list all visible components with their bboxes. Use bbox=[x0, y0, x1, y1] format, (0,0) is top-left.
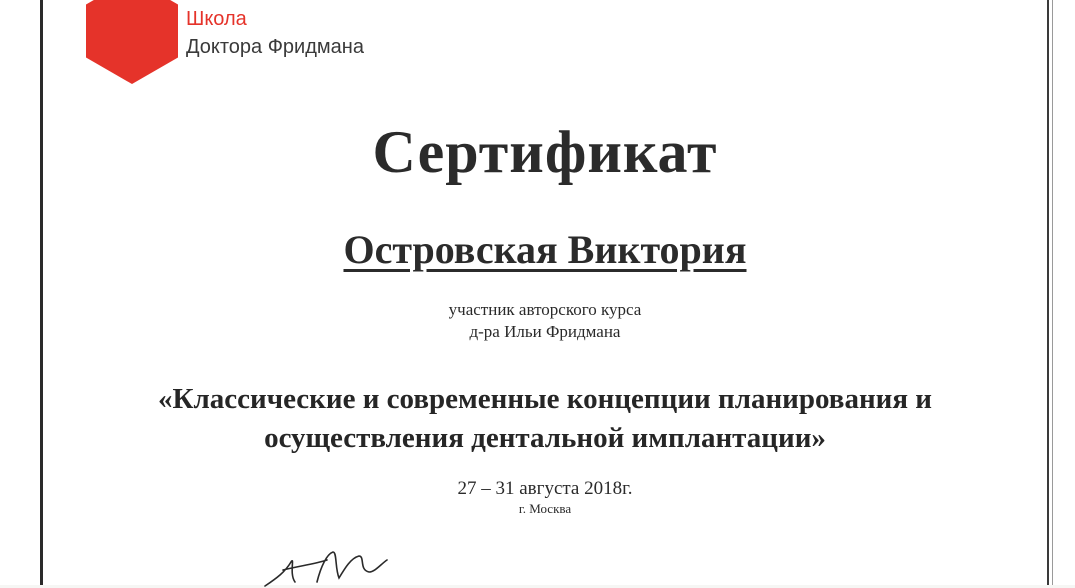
course-title-line-1: «Классические и современные концепции планирования и bbox=[157, 383, 933, 415]
logo-school-label: Школа bbox=[186, 8, 247, 30]
logo-doctor-label: Доктора Фридмана bbox=[186, 36, 364, 58]
course-city: г. Москва bbox=[518, 501, 572, 516]
recipient-name: Островская Виктория bbox=[343, 227, 747, 272]
hexagon-logo-icon bbox=[86, 0, 178, 84]
role-line-2: д-ра Ильи Фридмана bbox=[469, 322, 621, 341]
course-title-line-2: осуществления дентальной имплантации» bbox=[264, 422, 826, 454]
role-line-1: участник авторского курса bbox=[448, 300, 642, 319]
scan-border-right bbox=[1047, 0, 1049, 585]
scan-border-right-inner bbox=[1052, 0, 1053, 585]
certificate-title: Сертификат bbox=[372, 119, 718, 185]
course-dates: 27 – 31 августа 2018г. bbox=[457, 478, 633, 499]
signature-icon bbox=[255, 548, 405, 588]
